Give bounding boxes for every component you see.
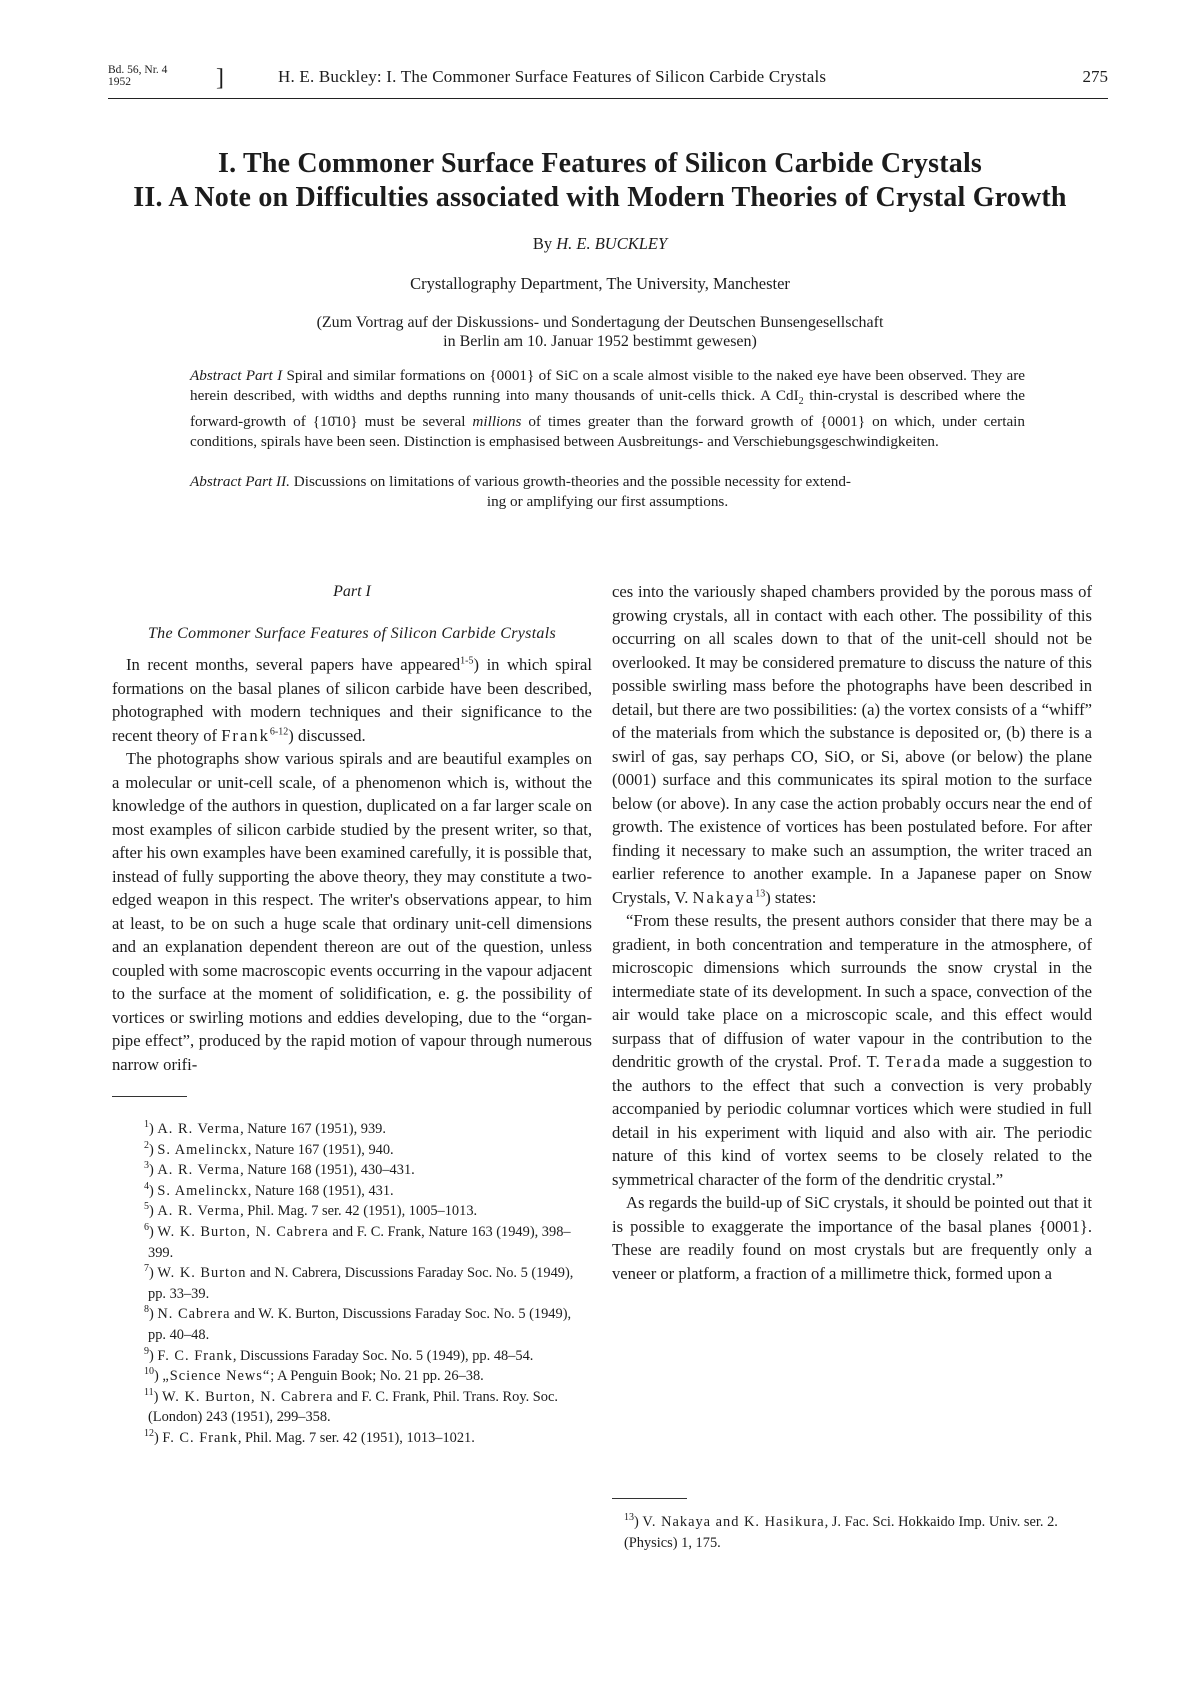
abstract-part-1 — [190, 366, 1025, 452]
para-text: In recent months, several papers have appeared — [126, 655, 461, 674]
running-head — [108, 60, 1108, 99]
footnote-author: S. Amelinckx — [157, 1182, 248, 1199]
footnote-rule — [112, 1096, 187, 1097]
volume-bracket: ] — [216, 65, 224, 91]
author-name: H. E. BUCKLEY — [556, 234, 668, 253]
abstract-1-label: Abstract Part I — [190, 367, 283, 384]
footnote-text: ; A Penguin Book; No. 21 pp. 26–38. — [270, 1368, 484, 1385]
paragraph-quote — [612, 909, 1092, 1191]
footnote-item: $^3$) A. R. Verma, Nature 168 (1951), 430–431. — [144, 1160, 415, 1179]
year-line: 1952 — [108, 76, 131, 88]
abstract-1-text-c: of times greater than the forward growth of {0001} on which, under certain conditions, spirals have been seen. Distinction is emphasised between Ausbreitungs- and Verschiebungsgeschwindigkeiten. — [190, 413, 1025, 451]
paragraph-sic-buildup: As regards the build-up of SiC crystals, it should be pointed out that it is possible to exaggerate the importance of the basal planes {0001}. These are readily found on most crystals but are frequently only a veneer or platform, a fraction of a millimetre thick, formed upon a — [612, 1193, 1092, 1283]
volume-line: Bd. 56, Nr. 4 — [108, 64, 168, 76]
footnote-number: 8 — [144, 1304, 149, 1316]
presentation-note-2: in Berlin am 10. Januar 1952 bestimmt gewesen) — [443, 333, 757, 350]
footnote-item: $^2$) S. Amelinckx, Nature 167 (1951), 940. — [144, 1139, 394, 1158]
footnote-text: , Phil. Mag. 7 ser. 42 (1951), 1013–1021. — [237, 1429, 475, 1446]
footnote-author: W. K. Burton, N. Cabrera — [157, 1223, 329, 1240]
section-subheading: The Commoner Surface Features of Silicon Carbide Crystals — [147, 624, 557, 642]
left-column — [112, 580, 592, 1449]
footnote-text: and F. C. Frank, Nature 163 (1949), 398–399. — [148, 1223, 571, 1261]
footnote-number: 11 — [144, 1386, 154, 1398]
footnote-number: 9 — [144, 1345, 149, 1357]
abstract-part-2 — [190, 472, 1025, 492]
footnote-item: $^{11}$) W. K. Burton, N. Cabrera and F. C. Frank, Phil. Trans. Roy. Soc. (London) 243 (1951), 299–358. — [144, 1386, 558, 1426]
citation-sup: 1-5 — [460, 655, 474, 667]
footnote-text: , Discussions Faraday Soc. No. 5 (1949), pp. 48–54. — [232, 1347, 534, 1364]
byline-by: By — [532, 234, 553, 253]
footnote-author: W. K. Burton, N. Cabrera — [162, 1388, 334, 1405]
footnote-author: N. Cabrera — [157, 1306, 231, 1323]
paragraph-intro — [112, 653, 592, 747]
footnote-number: 3 — [144, 1160, 149, 1172]
abstract-2-text-a: Discussions on limitations of various growth-theories and the possible necessity for extend- — [293, 473, 851, 490]
footnote-item: $^{12}$) F. C. Frank, Phil. Mag. 7 ser. 42 (1951), 1013–1021. — [144, 1428, 475, 1446]
footnote-author: A. R. Verma — [157, 1162, 241, 1179]
footnote-item: $^4$) S. Amelinckx, Nature 168 (1951), 431. — [144, 1180, 394, 1199]
footnote-number: 12 — [144, 1428, 154, 1440]
footnote-item: $^9$) F. C. Frank, Discussions Faraday Soc. No. 5 (1949), pp. 48–54. — [144, 1345, 534, 1364]
footnote-author: A. R. Verma — [157, 1121, 241, 1137]
footnote-author: S. Amelinckx — [157, 1141, 248, 1158]
footnote-text: , Nature 168 (1951), 430–431. — [240, 1162, 415, 1179]
abstract-1-text-a: Spiral and similar formations on {0001} of SiC on a scale almost visible to the naked eye have been observed. They are herein described, with widths and depths running into many thousands of unit-cells thick. A CdI — [190, 367, 1026, 404]
abstract-1-text-b: thin-crystal is described where the forward-growth of {10̄10} must be several — [190, 387, 1025, 431]
article-title-2: II. A Note on Difficulties associated with Modern Theories of Crystal Growth — [133, 182, 1067, 213]
abstract-part-2-cont: ing or amplifying our first assumptions. — [486, 493, 729, 510]
author-nakaya: Nakaya — [692, 887, 756, 907]
footnote-number: 10 — [144, 1366, 154, 1378]
footnote-author: W. K. Burton — [157, 1265, 247, 1282]
footnote-number: 4 — [144, 1180, 149, 1192]
footnote-number: 5 — [144, 1201, 149, 1213]
running-title: H. E. Buckley: I. The Commoner Surface Features of Silicon Carbide Crystals — [278, 67, 827, 86]
right-column — [612, 580, 1092, 1285]
footnote-author: „Science News“ — [162, 1368, 271, 1385]
footnote-text: and F. C. Frank, Phil. Trans. Roy. Soc. (London) 243 (1951), 299–358. — [148, 1388, 558, 1426]
footnote-author: A. R. Verma — [157, 1203, 241, 1220]
para-text: ) in which spiral formations on the basal planes of silicon carbide have been described, photographed with modern techniques and their significance to the recent theory of — [112, 655, 592, 745]
footnote-number: 2 — [144, 1139, 149, 1151]
footnote-author: V. Nakaya and K. Hasikura — [642, 1514, 825, 1530]
footnote-item: $^8$) N. Cabrera and W. K. Burton, Discussions Faraday Soc. No. 5 (1949), pp. 40–48. — [144, 1304, 572, 1343]
byline — [0, 234, 1200, 254]
footnote-13 — [612, 1512, 1092, 1554]
para-text: ces into the variously shaped chambers provided by the porous mass of growing crystals, all in contact with each other. The possibility of this occurring on all scales down to that of the unit-cell should not be overlooked. It may be considered premature to discuss the nature of this possible swirling mass before the photographs have been described in detail, but there are two possibilities: (a) the vortex consists of a “whiff” of the materials from which the substance is deposited or, (b) there is a swirl of gas, say perhaps CO, SiO, or Si, above (or below) the plane (0001) surface and this communicates its spiral motion to the surface below (or above). In any case the action probably occurs near the end of growth. The existence of vortices has been postulated before. For after finding it necessary to make such an assumption, the writer traced an earlier reference to another example. In a Japanese paper on Snow Crystals, V. — [612, 582, 1092, 907]
paragraph-photographs: The photographs show various spirals and are beautiful examples on a molecular or unit-cell scale, of a phenomenon which is, without the knowledge of the authors in question, duplicated on a far larger scale on most examples of silicon carbide studied by the present writer, so that, after his own examples have been examined carefully, it is possible that, instead of fully supporting the above theory, they may constitute a two-edged weapon in this respect. The writer's observations appear, to him at least, to be on such a huge scale that ordinary unit-cell dimensions and an explanation dependent thereon are out of the question, unless coupled with some macroscopic events occurring in the vapour adjacent to the surface at the moment of solidification, e. g. the possibility of vortices or swirling motions and eddies developing, due to the “organ-pipe effect”, produced by the rapid motion of vapour through numerous narrow orifi- — [112, 749, 592, 1074]
footnote-item: $^1$) A. R. Verma, Nature 167 (1951), 939. — [144, 1119, 386, 1137]
footnote-text: and N. Cabrera, Discussions Faraday Soc. No. 5 (1949), pp. 33–39. — [148, 1265, 574, 1302]
part-heading: Part I — [333, 583, 371, 600]
footnote-text: , Nature 168 (1951), 431. — [247, 1182, 394, 1199]
page-number: 275 — [1082, 67, 1108, 86]
abstract-1-subscript: 2 — [798, 396, 804, 408]
footnote-text: and W. K. Burton, Discussions Faraday Soc. No. 5 (1949), pp. 40–48. — [148, 1306, 572, 1343]
footnote-text: , Phil. Mag. 7 ser. 42 (1951), 1005–1013. — [240, 1203, 478, 1220]
footnote-item: $^7$) W. K. Burton and N. Cabrera, Discussions Faraday Soc. No. 5 (1949), pp. 33–39. — [144, 1263, 574, 1302]
abstract-2-label: Abstract Part II. — [190, 473, 290, 490]
affiliation: Crystallography Department, The University, Manchester — [410, 274, 790, 293]
paragraph-vortex — [612, 580, 1092, 909]
para-text: made a suggestion to the authors to the effect that such a convection is very probably accompanied by periodic columnar vortices which were studied in full detail in his experiment with liquid and also with air. The periodic nature of this kind of vortex seems to be closely related to the symmetrical character of the form of the dendritic crystal.” — [612, 1052, 1092, 1189]
footnote-item: $^{10}$) „Science News“; A Penguin Book; No. 21 pp. 26–38. — [144, 1366, 484, 1385]
presentation-note-1: (Zum Vortrag auf der Diskussions- und Sondertagung der Deutschen Bunsengesellschaft — [316, 314, 884, 331]
footnote-text: , Nature 167 (1951), 939. — [240, 1121, 386, 1137]
footnote-number: 7 — [144, 1263, 149, 1275]
footnote-item: $^{13}$) V. Nakaya and K. Hasikura, J. Fac. Sci. Hokkaido Imp. Univ. ser. 2. (Physics) 1, 175. — [624, 1512, 1058, 1551]
citation-sup: 6-12 — [269, 725, 289, 737]
footnote-text: , J. Fac. Sci. Hokkaido Imp. Univ. ser. 2. (Physics) 1, 175. — [624, 1514, 1058, 1551]
author-terada: Terada — [885, 1052, 943, 1071]
citation-sup: 13 — [755, 887, 766, 899]
para-text: ) discussed. — [288, 725, 366, 745]
footnote-text: , Nature 167 (1951), 940. — [247, 1141, 394, 1158]
footnote-item: $^5$) A. R. Verma, Phil. Mag. 7 ser. 42 (1951), 1005–1013. — [144, 1201, 478, 1220]
para-text: ) states: — [765, 887, 817, 907]
footnote-number: 1 — [144, 1119, 149, 1131]
para-text: “From these results, the present authors consider that there may be a gradient, in both concentration and temperature in the atmosphere, of microscopic dimensions which surrounds the snow crystal in the intermediate state of its development. In such a space, convection of the air would take place on a microscopic scale, and this effect would surpass that of diffusion of water vapour in the contribution to the dendritic growth of the crystal. Prof. T. — [612, 911, 1092, 1071]
footnotes — [112, 1119, 592, 1449]
footnote-author: F. C. Frank — [162, 1429, 238, 1446]
volume-info — [108, 64, 224, 91]
footnote-author: F. C. Frank — [157, 1347, 233, 1364]
abstract-1-millions: millions — [472, 413, 522, 431]
footnote-number: 13 — [624, 1512, 634, 1524]
footnote-number: 6 — [144, 1222, 149, 1234]
author-frank: Frank — [221, 725, 270, 745]
footnote-rule-right — [612, 1498, 687, 1499]
article-title-1: I. The Commoner Surface Features of Silicon Carbide Crystals — [217, 148, 983, 179]
footnote-item: $^6$) W. K. Burton, N. Cabrera and F. C. Frank, Nature 163 (1949), 398–399. — [144, 1222, 571, 1261]
